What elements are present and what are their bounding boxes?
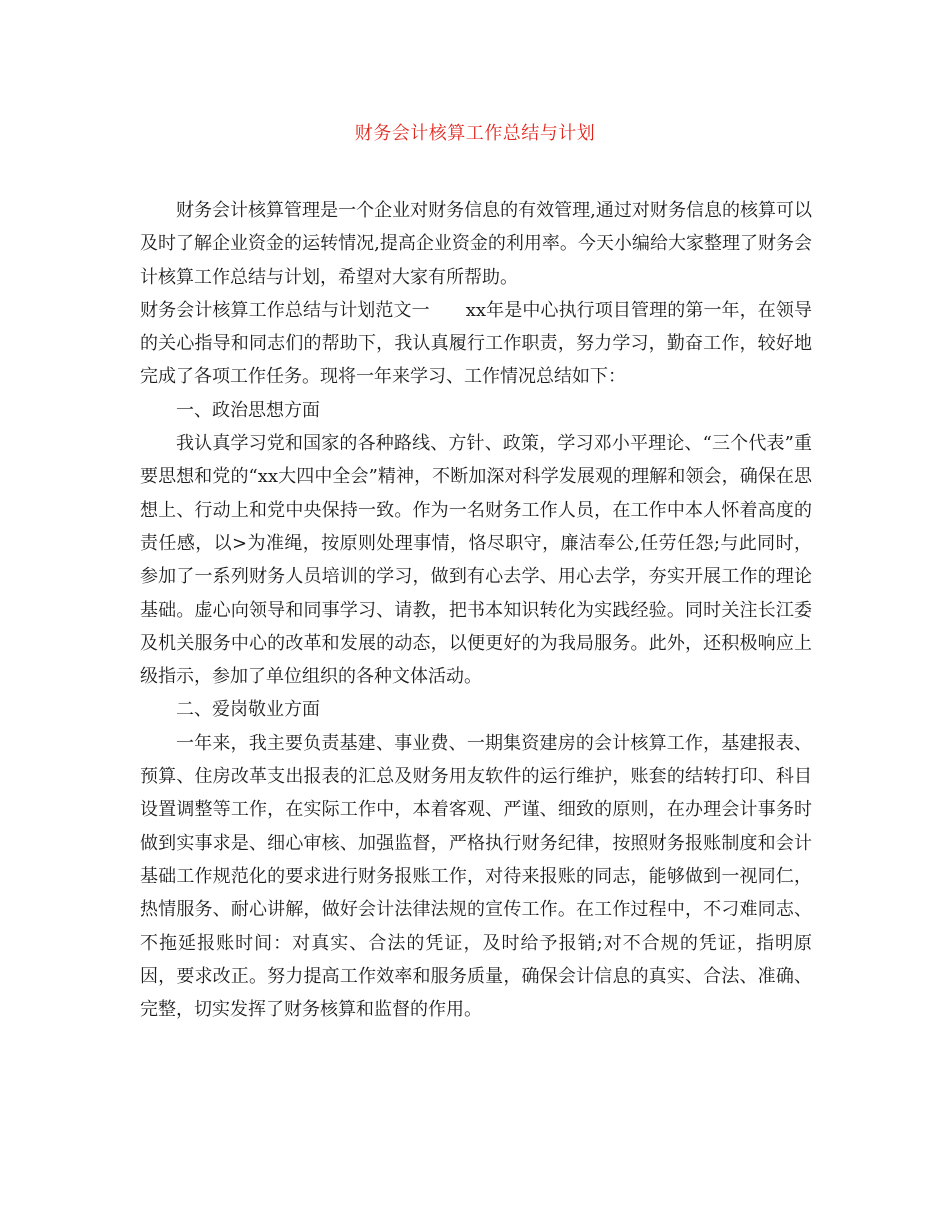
section-paragraph-dedication: 一年来，我主要负责基建、事业费、一期集资建房的会计核算工作，基建报表、预算、住房改革支出报表的汇总及财务用友软件的运行维护，账套的结转打印、科目设置调整等工作，在实际工作中，本着客观、严谨、细致的原则，在办理会计事务时做到实事求是、细心审核、加强监督，严格执行财务纪律，按照财务报账制度和会计基础工作规范化的要求进行财务报账工作，对待来报账的同志，能够做到一视同仁，热情服务、耐心讲解，做好会计法律法规的宣传工作。在工作过程中，不刁难同志、不拖延报账时间：对真实、合法的凭证，及时给予报销;对不合规的凭证，指明原因，要求改正。努力提高工作效率和服务质量，确保会计信息的真实、合法、准确、完整，切实发挥了财务核算和监督的作用。 bbox=[140, 732, 812, 1021]
sample-paragraph bbox=[140, 294, 812, 394]
sample-text: xx年是中心执行项目管理的第一年，在领导的关心指导和同志们的帮助下，我认真履行工作职责，努力学习，勤奋工作，较好地完成了各项工作任务。现将一年来学习、工作情况总结如下： bbox=[140, 299, 812, 388]
sample-label: 财务会计核算工作总结与计划范文一 bbox=[140, 299, 430, 321]
intro-paragraph: 财务会计核算管理是一个企业对财务信息的有效管理,通过对财务信息的核算可以及时了解企业资金的运转情况,提高企业资金的利用率。今天小编给大家整理了财务会计核算工作总结与计划，希望对大家有所帮助。 bbox=[140, 200, 812, 288]
section-heading-political: 一、政治思想方面 bbox=[176, 399, 320, 421]
section-paragraph-political: 我认真学习党和国家的各种路线、方针、政策，学习邓小平理论、“三个代表”重要思想和党的“xx大四中全会”精神，不断加深对科学发展观的理解和领会，确保在思想上、行动上和党中央保持一致。作为一名财务工作人员，在工作中本人怀着高度的责任感，以>为准绳，按原则处理事情，恪尽职守，廉洁奉公,任劳任怨;与此同时，参加了一系列财务人员培训的学习，做到有心去学、用心去学，夯实开展工作的理论基础。虚心向领导和同事学习、请教，把书本知识转化为实践经验。同时关注长江委及机关服务中心的改革和发展的动态，以便更好的为我局服务。此外，还积极响应上级指示，参加了单位组织的各种文体活动。 bbox=[140, 433, 812, 688]
document-title: 财务会计核算工作总结与计划 bbox=[354, 123, 596, 144]
document-body bbox=[140, 194, 812, 1026]
section-heading-dedication: 二、爱岗敬业方面 bbox=[176, 699, 320, 721]
